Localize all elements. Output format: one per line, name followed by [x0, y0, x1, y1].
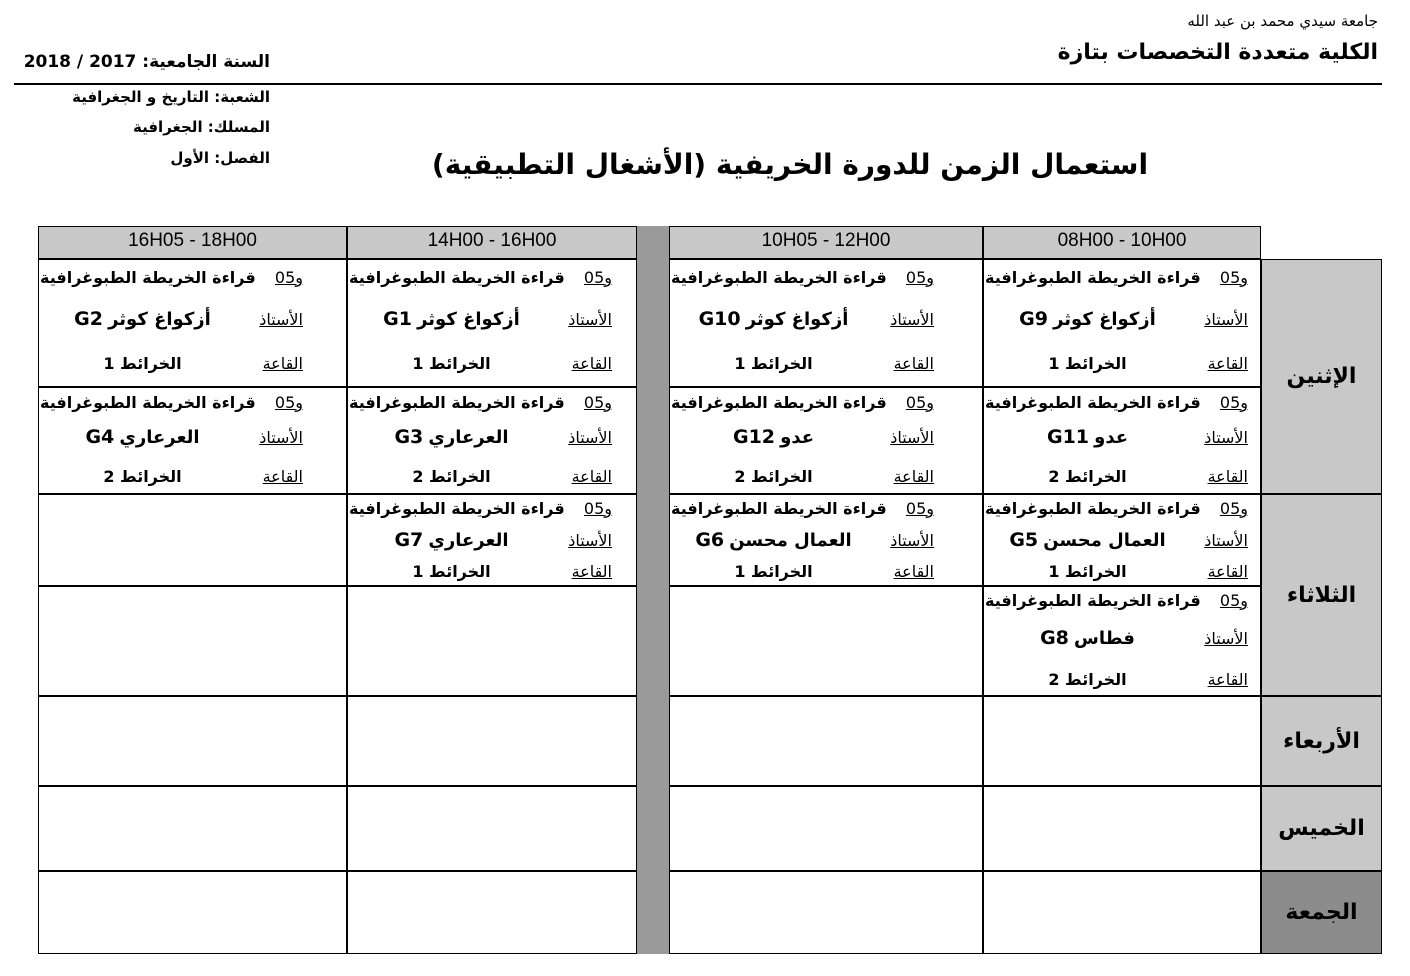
teacher-group	[985, 627, 1190, 649]
professor-label: الأستاذ	[568, 310, 612, 329]
grid-cell	[669, 586, 983, 696]
grid-cell	[347, 786, 637, 871]
module-code-label: و05	[274, 393, 303, 412]
course-name: قراءة الخريطة الطبوغرافية	[671, 499, 887, 518]
module-code-label: و05	[583, 393, 612, 412]
module-code-label: و05	[1219, 591, 1248, 610]
group-code: G6	[695, 529, 725, 551]
group-code: G4	[85, 426, 115, 448]
room-name: الخرائط 2	[1048, 467, 1127, 486]
room-label: القاعة	[571, 354, 612, 373]
room-name: الخرائط 1	[1048, 354, 1127, 373]
grid-cell	[669, 696, 983, 786]
module-code-label: و05	[1219, 393, 1248, 412]
room-name: الخرائط 2	[1048, 670, 1127, 689]
teacher-group	[349, 426, 554, 448]
room-label: القاعة	[1207, 562, 1248, 581]
teacher-group	[671, 529, 876, 551]
grid-cell	[38, 494, 347, 586]
university-name: جامعة سيدي محمد بن عبد الله	[1187, 12, 1378, 30]
grid-cell	[983, 871, 1261, 954]
room-name: الخرائط 2	[734, 467, 813, 486]
course-name: قراءة الخريطة الطبوغرافية	[985, 393, 1201, 412]
day-wednesday: الأربعاء	[1261, 696, 1382, 786]
group-code: G7	[394, 529, 424, 551]
group-code: G5	[1009, 529, 1039, 551]
lunch-break-column	[637, 226, 669, 954]
teacher-name: عدو	[780, 427, 815, 448]
grid-cell	[38, 871, 347, 954]
course-name: قراءة الخريطة الطبوغرافية	[985, 499, 1201, 518]
course-name: قراءة الخريطة الطبوغرافية	[671, 268, 887, 287]
room-name: الخرائط 2	[412, 467, 491, 486]
course-name: قراءة الخريطة الطبوغرافية	[985, 591, 1201, 610]
room-label: القاعة	[1207, 354, 1248, 373]
day-monday: الإثنين	[1261, 259, 1382, 494]
room-label: القاعة	[893, 562, 934, 581]
slot-header-1: 08H00 - 10H00	[983, 226, 1261, 259]
module-code-label: و05	[1219, 499, 1248, 518]
room-label: القاعة	[571, 562, 612, 581]
room-name: الخرائط 1	[1048, 562, 1127, 581]
course-name: قراءة الخريطة الطبوغرافية	[349, 393, 565, 412]
slot-header-2: 10H05 - 12H00	[669, 226, 983, 259]
room-label: القاعة	[893, 467, 934, 486]
professor-label: الأستاذ	[1204, 428, 1248, 447]
grid-cell	[38, 786, 347, 871]
group-code: G11	[1046, 426, 1090, 448]
teacher-name: أزكواغ كوثر	[1053, 309, 1156, 330]
grid-cell	[38, 586, 347, 696]
room-label: القاعة	[262, 467, 303, 486]
grid-cell	[38, 696, 347, 786]
grid-cell	[347, 586, 637, 696]
track: المسلك: الجغرافية	[133, 118, 270, 136]
day-friday: الجمعة	[1261, 871, 1382, 954]
slot-header-3: 14H00 - 16H00	[347, 226, 637, 259]
module-code-label: و05	[583, 499, 612, 518]
semester: الفصل: الأول	[170, 149, 270, 167]
group-code: G9	[1019, 308, 1048, 330]
department: الشعبة: التاريخ و الجغرافية	[72, 88, 270, 106]
room-name: الخرائط 2	[103, 467, 182, 486]
teacher-group	[40, 308, 245, 330]
group-code: G10	[698, 308, 741, 330]
grid-cell	[669, 871, 983, 954]
room-label: القاعة	[571, 467, 612, 486]
teacher-name: العمال محسن	[1043, 530, 1166, 551]
group-code: G8	[1040, 627, 1069, 649]
room-label: القاعة	[262, 354, 303, 373]
teacher-name: العمال محسن	[729, 530, 852, 551]
teacher-group	[349, 529, 554, 551]
teacher-name: العرعاري	[428, 530, 509, 551]
course-name: قراءة الخريطة الطبوغرافية	[40, 393, 256, 412]
professor-label: الأستاذ	[1204, 531, 1248, 550]
teacher-name: فطاس	[1074, 628, 1135, 649]
teacher-group	[985, 529, 1190, 551]
faculty-name: الكلية متعددة التخصصات بتازة	[1057, 40, 1378, 65]
room-name: الخرائط 1	[103, 354, 182, 373]
page-title: استعمال الزمن للدورة الخريفية (الأشغال التطبيقية)	[431, 148, 1149, 181]
teacher-name: العرعاري	[428, 427, 509, 448]
professor-label: الأستاذ	[259, 428, 303, 447]
module-code-label: و05	[905, 499, 934, 518]
course-name: قراءة الخريطة الطبوغرافية	[40, 268, 256, 287]
professor-label: الأستاذ	[890, 310, 934, 329]
teacher-group	[671, 426, 876, 448]
room-label: القاعة	[893, 354, 934, 373]
module-code-label: و05	[583, 268, 612, 287]
group-code: G12	[732, 426, 776, 448]
grid-cell	[347, 696, 637, 786]
module-code-label: و05	[1219, 268, 1248, 287]
day-thursday: الخميس	[1261, 786, 1382, 871]
module-code-label: و05	[905, 268, 934, 287]
academic-year: السنة الجامعية: 2017 / 2018	[23, 52, 270, 72]
teacher-group	[671, 308, 876, 330]
teacher-group	[985, 426, 1190, 448]
teacher-name: عدو	[1094, 427, 1129, 448]
professor-label: الأستاذ	[1204, 310, 1248, 329]
teacher-name: أزكواغ كوثر	[108, 309, 211, 330]
group-code: G2	[74, 308, 103, 330]
room-label: القاعة	[1207, 467, 1248, 486]
module-code-label: و05	[905, 393, 934, 412]
professor-label: الأستاذ	[1204, 629, 1248, 648]
teacher-name: أزكواغ كوثر	[417, 309, 520, 330]
professor-label: الأستاذ	[259, 310, 303, 329]
teacher-group	[985, 308, 1190, 330]
professor-label: الأستاذ	[890, 531, 934, 550]
slot-header-4: 16H05 - 18H00	[38, 226, 347, 259]
room-label: القاعة	[1207, 670, 1248, 689]
teacher-name: العرعاري	[119, 427, 200, 448]
course-name: قراءة الخريطة الطبوغرافية	[349, 268, 565, 287]
teacher-group	[40, 426, 245, 448]
room-name: الخرائط 1	[412, 562, 491, 581]
teacher-group	[349, 308, 554, 330]
grid-cell	[347, 871, 637, 954]
day-tuesday: الثلاثاء	[1261, 494, 1382, 696]
room-name: الخرائط 1	[734, 354, 813, 373]
room-name: الخرائط 1	[734, 562, 813, 581]
teacher-name: أزكواغ كوثر	[745, 309, 849, 330]
course-name: قراءة الخريطة الطبوغرافية	[349, 499, 565, 518]
course-name: قراءة الخريطة الطبوغرافية	[671, 393, 887, 412]
grid-cell	[983, 696, 1261, 786]
professor-label: الأستاذ	[890, 428, 934, 447]
grid-cell	[669, 786, 983, 871]
module-code-label: و05	[274, 268, 303, 287]
header-divider	[14, 83, 1382, 85]
professor-label: الأستاذ	[568, 531, 612, 550]
group-code: G1	[383, 308, 412, 330]
grid-cell	[983, 786, 1261, 871]
professor-label: الأستاذ	[568, 428, 612, 447]
group-code: G3	[394, 426, 424, 448]
room-name: الخرائط 1	[412, 354, 491, 373]
course-name: قراءة الخريطة الطبوغرافية	[985, 268, 1201, 287]
